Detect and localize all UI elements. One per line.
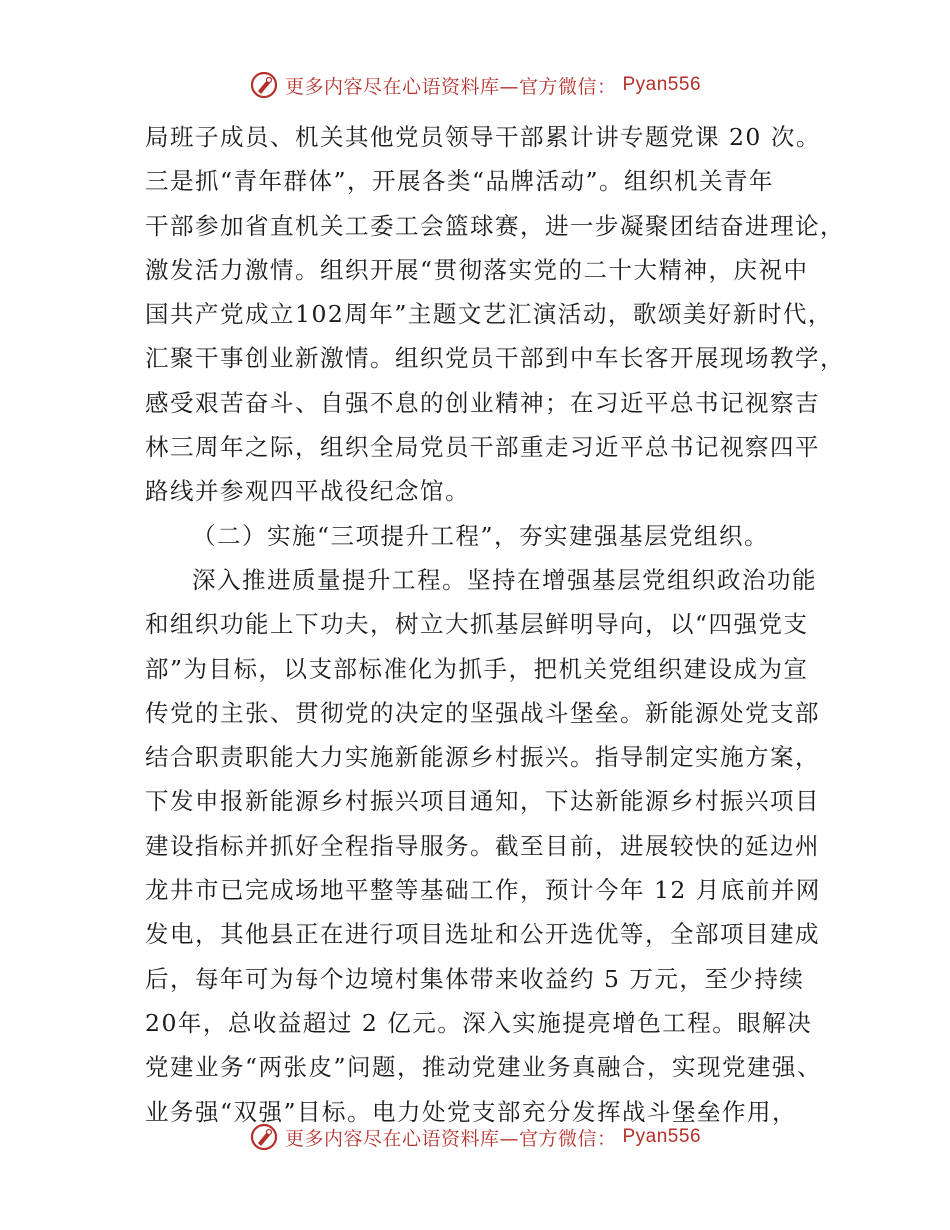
text-line: 局班子成员、机关其他党员领导干部累计讲专题党课 20 次。: [145, 123, 821, 151]
text-line: 干部参加省直机关工委工会篮球赛，进一步凝聚团结奋进理论，: [145, 211, 845, 240]
document-body: [145, 115, 845, 1134]
header-watermark: [0, 70, 950, 100]
footer-watermark: [0, 1122, 950, 1152]
text-line: 建设指标并抓好全程指导服务。截至目前，进展较快的延边州: [145, 831, 820, 860]
text-line: 林三周年之际，组织全局党员干部重走习近平总书记视察四平: [145, 433, 820, 462]
text-line: 下发申报新能源乡村振兴项目通知，下达新能源乡村振兴项目: [145, 787, 820, 816]
ink-pen-logo-icon: [249, 1122, 279, 1152]
text-line: 发电，其他县正在进行项目选址和公开选优等，全部项目建成: [145, 920, 820, 949]
ink-pen-logo-icon: [249, 70, 279, 100]
text-line: 结合职责职能大力实施新能源乡村振兴。指导制定实施方案，: [145, 743, 820, 772]
text-line: 业务强“双强”目标。电力处党支部充分发挥战斗堡垒作用，: [145, 1097, 798, 1126]
text-line: 传党的主张、贯彻党的决定的坚强战斗堡垒。新能源处党支部: [145, 698, 820, 727]
text-line: 感受艰苦奋斗、自强不息的创业精神；在习近平总书记视察吉: [145, 388, 820, 417]
text-line: 三是抓“青年群体”，开展各类“品牌活动”。组织机关青年: [145, 167, 775, 196]
section-heading: （二）实施“三项提升工程”，夯实建强基层党组织。: [192, 521, 770, 550]
watermark-text: 更多内容尽在心语资料库—官方微信：: [284, 1127, 617, 1150]
text-line: 龙井市已完成场地平整等基础工作，预计今年 12 月底前并网: [145, 876, 821, 905]
text-line: 和组织功能上下功夫，树立大抓基层鲜明导向，以“四强党支: [145, 610, 809, 639]
text-line: 后，每年可为每个边境村集体带来收益约 5 万元，至少持续: [145, 964, 805, 993]
watermark-wechat-id: Pyan556: [622, 74, 702, 95]
watermark-text: 更多内容尽在心语资料库—官方微信：: [284, 75, 617, 98]
text-line: 汇聚干事创业新激情。组织党员干部到中车长客开展现场教学，: [145, 344, 845, 373]
text-line: 路线并参观四平战役纪念馆。: [145, 477, 470, 506]
paragraph-first-line: 深入推进质量提升工程。坚持在增强基层党组织政治功能: [192, 565, 817, 594]
watermark-wechat-id: Pyan556: [622, 1126, 702, 1147]
text-line: 国共产党成立102周年”主题文艺汇演活动，歌颂美好新时代，: [145, 300, 833, 329]
text-line: 20年，总收益超过 2 亿元。深入实施提亮增色工程。眼解决: [145, 1008, 813, 1037]
text-line: 党建业务“两张皮”问题，推动党建业务真融合，实现党建强、: [145, 1053, 823, 1082]
text-line: 部”为目标，以支部标准化为抓手，把机关党组织建设成为宣: [145, 654, 809, 683]
text-line: 激发活力激情。组织开展“贯彻落实党的二十大精神，庆祝中: [145, 255, 809, 284]
